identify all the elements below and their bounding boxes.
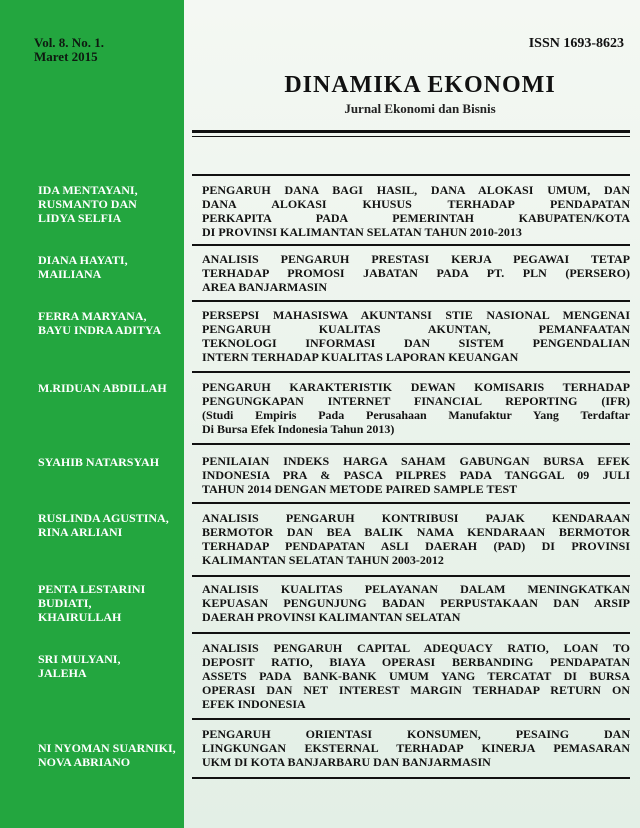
article-title-line: Di Bursa Efek Indonesia Tahun 2013) (202, 422, 395, 436)
article-title-line: UKM DI KOTA BANJARBARU DAN BANJARMASIN (202, 755, 491, 769)
article-title-line: PENGARUH KUALITAS AKUNTAN, PEMANFAATAN (202, 322, 630, 336)
article-title-line: DAERAH PROVINSI KALIMANTAN SELATAN (202, 610, 461, 624)
green-sidebar (0, 0, 184, 828)
article-divider (192, 244, 630, 246)
article-authors: M.RIDUAN ABDILLAH (38, 381, 167, 395)
article-title-line: ANALISIS KUALITAS PELAYANAN DALAM MENINGKATKAN (202, 582, 630, 596)
article-title (202, 582, 630, 624)
article-authors: SYAHIB NATARSYAH (38, 455, 160, 469)
article-title-line: BERMOTOR DAN BEA BALIK NAMA KENDARAAN BERMOTOR (202, 525, 630, 539)
article-title-line: DANA ALOKASI KHUSUS TERHADAP PENDAPATAN (202, 197, 630, 211)
article-title-line: ANALISIS PENGARUH CAPITAL ADEQUACY RATIO, LOAN TO (202, 641, 630, 655)
article-authors: SRI MULYANI, JALEHA (38, 652, 121, 680)
article-title-line: DI PROVINSI KALIMANTAN SELATAN TAHUN 2010-2013 (202, 225, 522, 239)
article-title (202, 380, 630, 436)
article-title-line: INDONESIA PRA & PASCA PILPRES PADA TANGGAL 09 JULI (202, 468, 630, 482)
article-title-line: ANALISIS PENGARUH PRESTASI KERJA PEGAWAI TETAP (202, 252, 630, 266)
article-authors: NI NYOMAN SUARNIKI, NOVA ABRIANO (38, 741, 176, 769)
article-authors: FERRA MARYANA, BAYU INDRA ADITYA (38, 309, 162, 337)
article-title-line: TERHADAP PROMOSI JABATAN PADA PT. PLN (PERSERO) (202, 266, 630, 280)
article-authors: RUSLINDA AGUSTINA, RINA ARLIANI (38, 511, 169, 539)
header-divider (192, 130, 630, 137)
article-title-line: TERHADAP PENDAPATAN ASLI DAERAH (PAD) DI PROVINSI (202, 539, 630, 553)
article-title (202, 727, 630, 769)
article-divider (192, 174, 630, 176)
volume-info (34, 36, 104, 64)
article-title-line: PENGUNGKAPAN INTERNET FINANCIAL REPORTING (IFR) (202, 394, 630, 408)
journal-title: DINAMIKA EKONOMI (284, 72, 556, 98)
article-title-line: DEPOSIT RATIO, BIAYA OPERASI BERBANDING PENDAPATAN (202, 655, 630, 669)
article-title-line: TEKNOLOGI INFORMASI DAN SISTEM PENGENDALIAN (202, 336, 630, 350)
article-title-line: PENGARUH DANA BAGI HASIL, DANA ALOKASI UMUM, DAN (202, 183, 630, 197)
article-title-line: TAHUN 2014 DENGAN METODE PAIRED SAMPLE TEST (202, 482, 518, 496)
article-title (202, 308, 630, 364)
article-title-line: EFEK INDONESIA (202, 697, 306, 711)
article-title-line: PENGARUH KARAKTERISTIK DEWAN KOMISARIS TERHADAP (202, 380, 630, 394)
article-title-line: ANALISIS PENGARUH KONTRIBUSI PAJAK KENDARAAN (202, 511, 630, 525)
article-title-line: AREA BANJARMASIN (202, 280, 328, 294)
article-divider (192, 371, 630, 373)
article-title-line: PENILAIAN INDEKS HARGA SAHAM GABUNGAN BURSA EFEK (202, 454, 630, 468)
journal-subtitle: Jurnal Ekonomi dan Bisnis (344, 101, 496, 116)
article-title-line: PERSEPSI MAHASISWA AKUNTANSI STIE NASIONAL MENGENAI (202, 308, 630, 322)
article-title (202, 183, 630, 239)
article-authors: IDA MENTAYANI, RUSMANTO DAN LIDYA SELFIA (38, 183, 138, 225)
article-title (202, 252, 630, 294)
article-title-line: (Studi Empiris Pada Perusahaan Manufaktur Yang Terdaftar (202, 408, 630, 422)
article-title (202, 641, 630, 711)
article-title-line: KEPUASAN PENGUNJUNG BADAN PERPUSTAKAAN DAN ARSIP (202, 596, 630, 610)
article-authors: DIANA HAYATI, MAILIANA (38, 253, 128, 281)
article-divider (192, 777, 630, 779)
article-title (202, 454, 630, 496)
article-authors: PENTA LESTARINI BUDIATI, KHAIRULLAH (38, 582, 146, 624)
article-title-line: OPERASI DAN NET INTEREST MARGIN TERHADAP RETURN ON (202, 683, 630, 697)
article-divider (192, 632, 630, 634)
article-divider (192, 300, 630, 302)
article-title-line: PERKAPITA PADA PEMERINTAH KABUPATEN/KOTA (202, 211, 630, 225)
article-title-line: INTERN TERHADAP KUALITAS LAPORAN KEUANGAN (202, 350, 519, 364)
article-divider (192, 575, 630, 577)
issue-date: Maret 2015 (34, 49, 98, 64)
article-title-line: ASSETS PADA BANK-BANK UMUM YANG TERCATAT DI BURSA (202, 669, 630, 683)
article-title-line: LINGKUNGAN EKSTERNAL TERHADAP KINERJA PEMASARAN (202, 741, 630, 755)
article-divider (192, 718, 630, 720)
volume-number: Vol. 8. No. 1. (34, 35, 104, 50)
article-title-line: PENGARUH ORIENTASI KONSUMEN, PESAING DAN (202, 727, 630, 741)
article-title-line: KALIMANTAN SELATAN TAHUN 2003-2012 (202, 553, 444, 567)
article-divider (192, 502, 630, 504)
article-title (202, 511, 630, 567)
article-divider (192, 443, 630, 445)
issn-number: ISSN 1693-8623 (528, 36, 624, 51)
